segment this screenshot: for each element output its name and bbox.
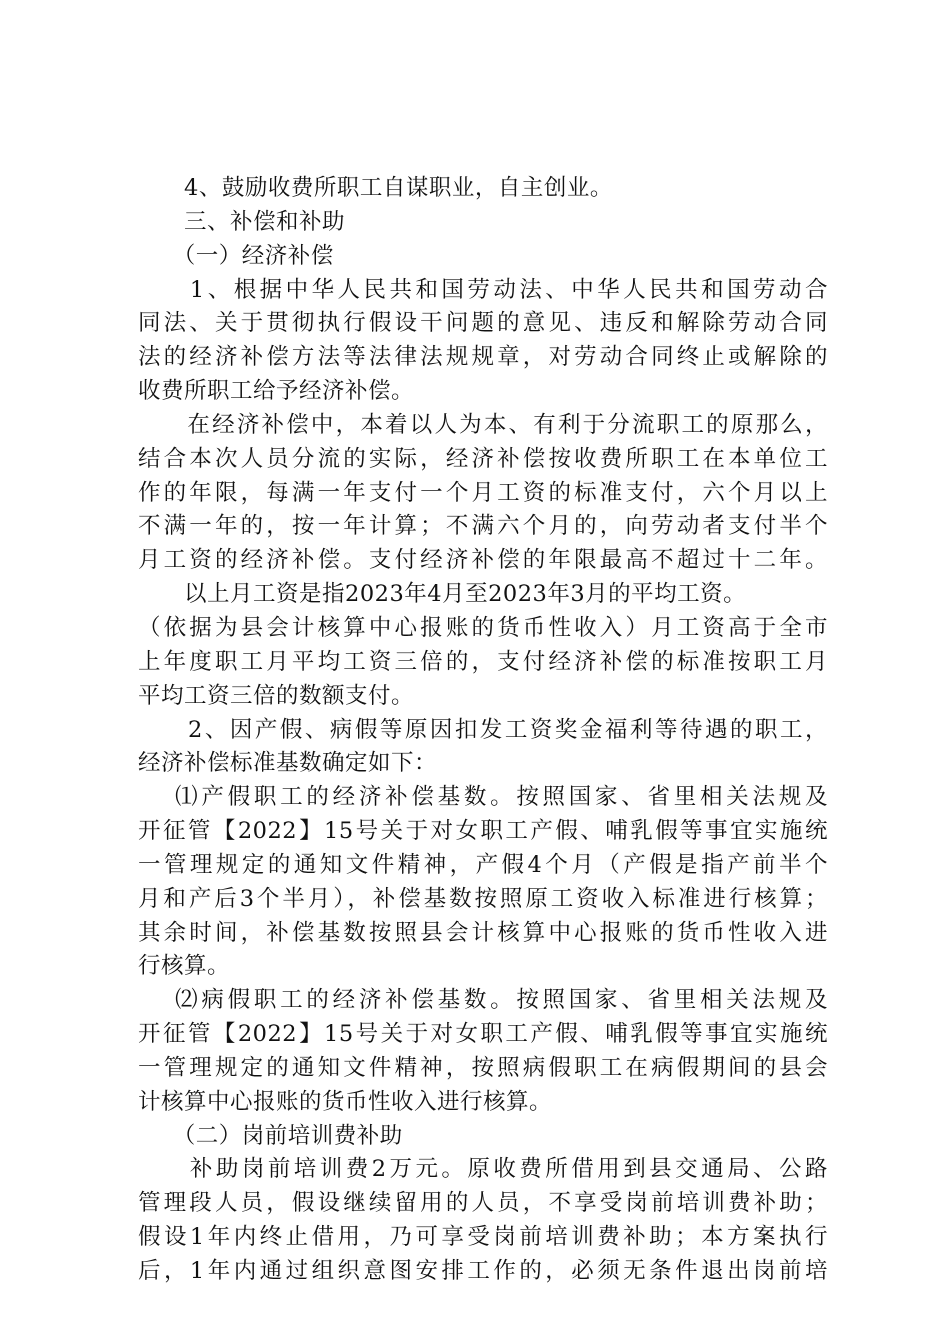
text-line: 结合本次人员分流的实际，经济补偿按收费所职工在本单位工 xyxy=(138,445,828,472)
text-line: 同法、关于贯彻执行假设干问题的意见、违反和解除劳动合同 xyxy=(138,310,828,337)
text-line: （依据为县会计核算中心报账的货币性收入）月工资高于全市 xyxy=(138,614,828,641)
text-line: 假设1年内终止借用，乃可享受岗前培训费补助；本方案执行 xyxy=(138,1224,828,1251)
document-body xyxy=(138,172,828,1289)
subsection-heading: （二）岗前培训费补助 xyxy=(138,1122,403,1149)
text-line: 后，1年内通过组织意图安排工作的，必须无条件退出岗前培 xyxy=(138,1258,828,1284)
text-line: 一管理规定的通知文件精神，产假4个月（产假是指产前半个 xyxy=(138,851,828,878)
text-line: 不满一年的，按一年计算；不满六个月的，向劳动者支付半个 xyxy=(138,513,828,540)
text-line: 其余时间，补偿基数按照县会计核算中心报账的货币性收入进 xyxy=(138,919,828,946)
text-line: 一管理规定的通知文件精神，按照病假职工在病假期间的县会 xyxy=(138,1054,828,1081)
text-line: 法的经济补偿方法等法律法规规章，对劳动合同终止或解除的 xyxy=(138,344,828,371)
text-line: 开征管【2022】15号关于对女职工产假、哺乳假等事宜实施统 xyxy=(138,818,828,845)
text-line: 月和产后3个半月），补偿基数按照原工资收入标准进行核算； xyxy=(138,885,828,912)
text-line: 管理段人员，假设继续留用的人员，不享受岗前培训费补助； xyxy=(138,1190,828,1217)
text-line: ⑵病假职工的经济补偿基数。按照国家、省里相关法规及 xyxy=(138,987,828,1014)
text-line: 1、根据中华人民共和国劳动法、中华人民共和国劳动合 xyxy=(138,276,828,303)
text-line: 2、因产假、病假等原因扣发工资奖金福利等待遇的职工， xyxy=(138,716,828,743)
text-line: 上年度职工月平均工资三倍的，支付经济补偿的标准按职工月 xyxy=(138,648,828,675)
subsection-heading: （一）经济补偿 xyxy=(138,242,334,269)
text-line: 在经济补偿中，本着以人为本、有利于分流职工的原那么， xyxy=(138,411,828,438)
section-heading: 三、补偿和补助 xyxy=(138,208,346,235)
text-line: ⑴产假职工的经济补偿基数。按照国家、省里相关法规及 xyxy=(138,784,828,811)
text-line: 计核算中心报账的货币性收入进行核算。 xyxy=(138,1088,553,1115)
text-line: 行核算。 xyxy=(138,953,231,980)
text-line: 月工资的经济补偿。支付经济补偿的年限最高不超过十二年。 xyxy=(138,547,828,574)
text-line: 以上月工资是指2023年4月至2023年3月的平均工资。 xyxy=(138,581,747,608)
text-line: 经济补偿标准基数确定如下： xyxy=(138,750,438,777)
text-line: 作的年限，每满一年支付一个月工资的标准支付，六个月以上 xyxy=(138,479,828,506)
text-line: 收费所职工给予经济补偿。 xyxy=(138,378,415,405)
text-line: 开征管【2022】15号关于对女职工产假、哺乳假等事宜实施统 xyxy=(138,1021,828,1048)
text-line: 平均工资三倍的数额支付。 xyxy=(138,682,415,709)
text-line: 补助岗前培训费2万元。原收费所借用到县交通局、公路 xyxy=(138,1156,828,1183)
text-line: 4、鼓励收费所职工自谋职业，自主创业。 xyxy=(138,175,613,201)
